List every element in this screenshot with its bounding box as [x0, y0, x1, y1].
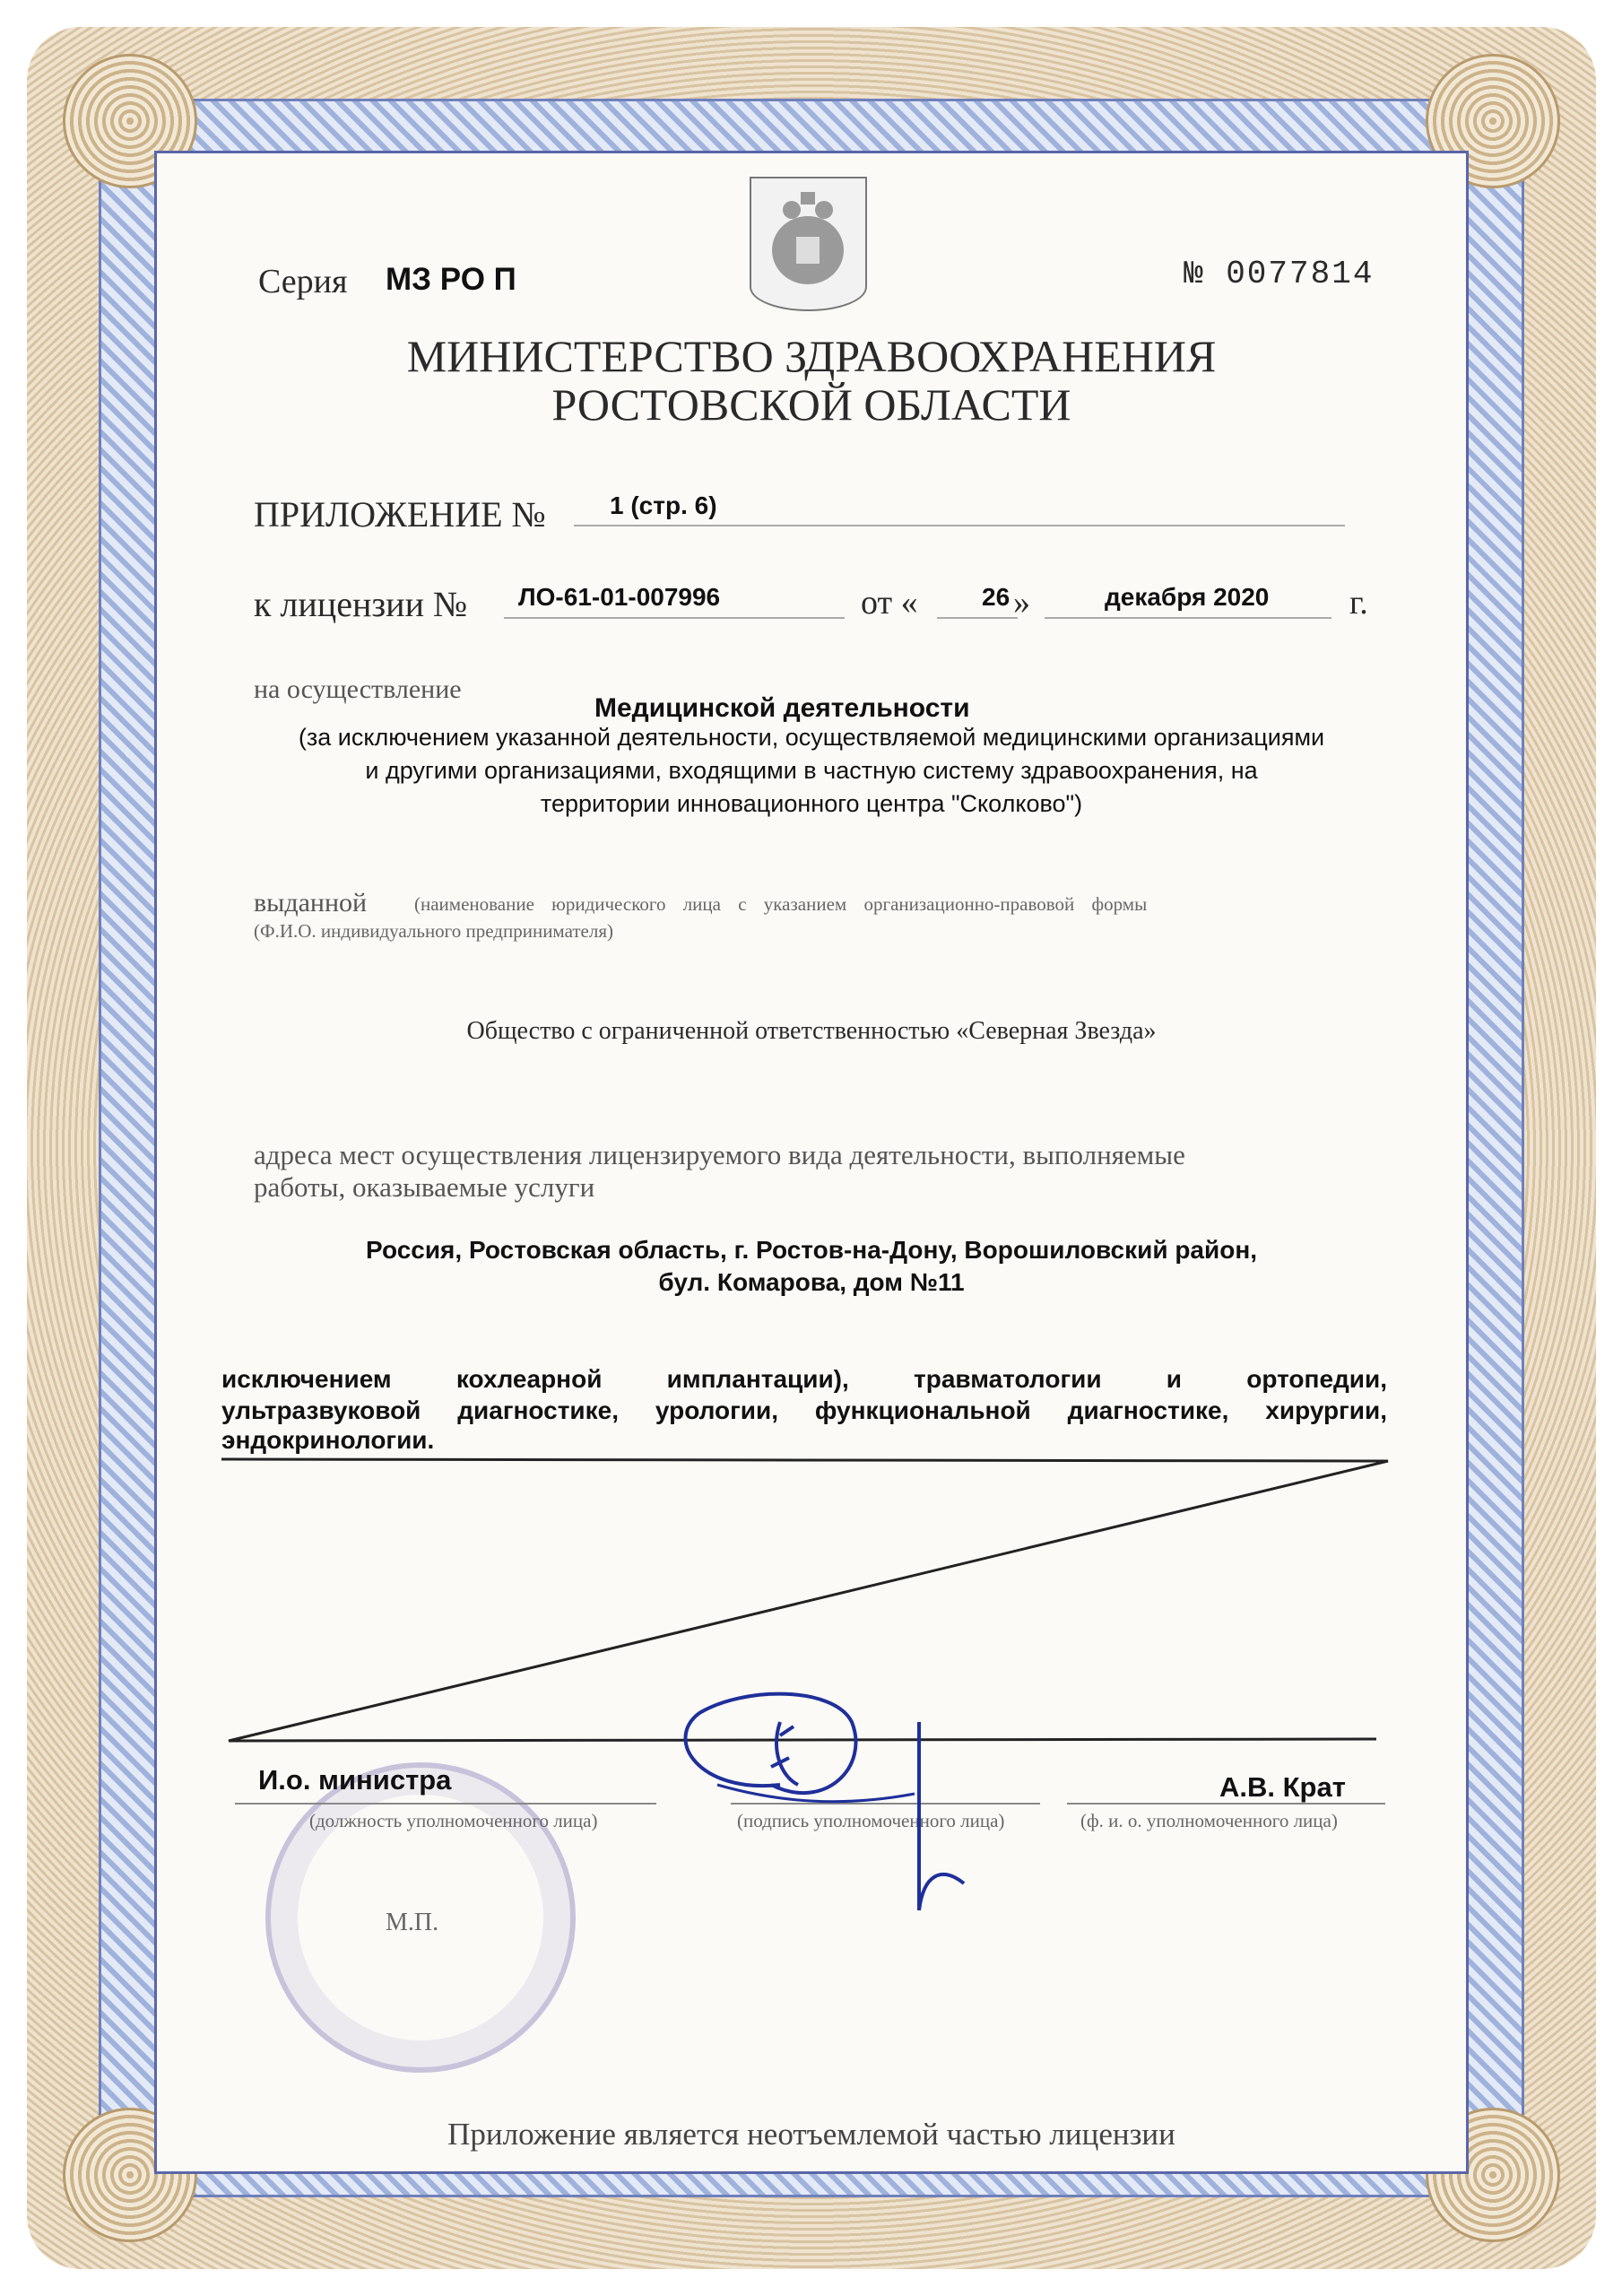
license-label: к лицензии №: [254, 584, 468, 624]
addresses-label: адреса мест осуществления лицензируемого вида деятельности, выполняемые: [254, 1139, 1185, 1170]
services-line: исключением кохлеарной имплантации), травматологии и ортопедии,: [221, 1365, 1387, 1393]
position-caption: (должность уполномоченного лица): [309, 1810, 598, 1831]
appendix-value: 1 (стр. 6): [610, 491, 717, 519]
license-number: ЛО-61-01-007996: [518, 583, 721, 611]
name-caption: (ф. и. о. уполномоченного лица): [1080, 1810, 1338, 1831]
license-day: 26: [982, 583, 1010, 611]
footer-note: Приложение является неотъемлемой частью лицензии: [447, 2117, 1175, 2152]
activity-line: и другими организациями, входящими в частную систему здравоохранения, на: [365, 757, 1258, 784]
series-value: МЗ РО П: [386, 262, 516, 297]
activity-line: (за исключением указанной деятельности, осуществляемой медицинскими организациями: [298, 724, 1325, 751]
series-label: Серия: [258, 263, 348, 300]
issued-hint: (наименование юридического лица с указанием организационно-правовой формы: [414, 893, 1148, 915]
handwritten-signature: [646, 1686, 986, 1919]
address-line: бул. Комарова, дом №11: [658, 1268, 965, 1296]
signer-name: А.В. Крат: [1219, 1771, 1346, 1803]
stamp-label: М.П.: [386, 1909, 439, 1936]
address-line: Россия, Ростовская область, г. Ростов-на-Дону, Ворошиловский район,: [365, 1236, 1258, 1264]
activity-title: Медицинской деятельности: [594, 693, 970, 723]
appendix-label: ПРИЛОЖЕНИЕ №: [254, 494, 546, 535]
year-suffix: г.: [1349, 584, 1368, 622]
addresses-label: работы, оказываемые услуги: [254, 1171, 595, 1203]
signer-position: И.о. министра: [258, 1764, 452, 1796]
signature-caption: (подпись уполномоченного лица): [737, 1810, 1005, 1831]
services-line: эндокринологии.: [221, 1426, 435, 1454]
services-line: ультразвуковой диагностике, урологии, функциональной диагностике, хирургии,: [221, 1396, 1387, 1424]
license-day-close: »: [1013, 584, 1030, 622]
form-number: № 0077814: [1184, 256, 1375, 292]
ministry-title-line1: МИНИСТЕРСТВО ЗДРАВООХРАНЕНИЯ: [406, 331, 1217, 381]
activity-label: на осуществление: [254, 674, 462, 704]
issued-hint: (Ф.И.О. индивидуального предпринимателя): [254, 920, 613, 942]
activity-line: территории инновационного центра "Сколково"): [540, 790, 1083, 817]
license-from-label: от «: [861, 584, 918, 622]
license-month-year: декабря 2020: [1105, 583, 1270, 611]
organization-name: Общество с ограниченной ответственностью «Северная Звезда»: [466, 1017, 1157, 1045]
issued-label: выданной: [254, 888, 368, 918]
ministry-title-line2: РОСТОВСКОЙ ОБЛАСТИ: [551, 379, 1071, 430]
